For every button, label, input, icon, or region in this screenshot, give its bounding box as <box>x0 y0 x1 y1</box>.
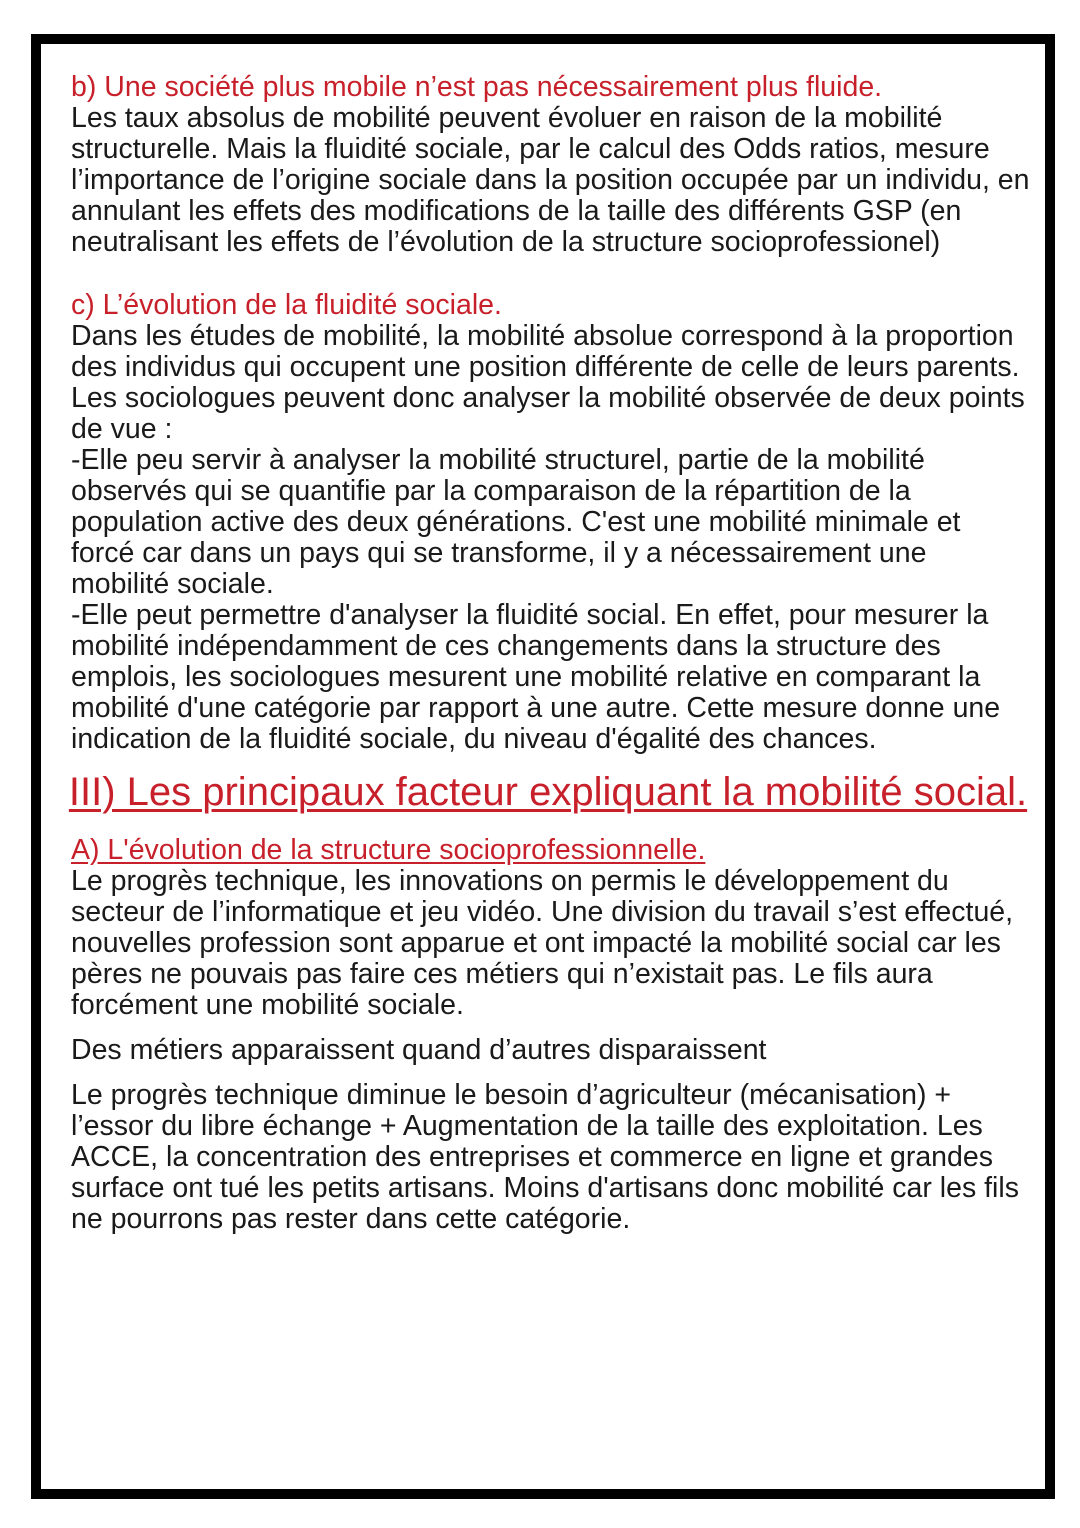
section-a-paragraph-2: Des métiers apparaissent quand d’autres disparaissent <box>71 1034 767 1066</box>
document-body <box>68 71 1031 1235</box>
section-a-heading: A) L'évolution de la structure socioprofessionnelle. <box>71 834 706 866</box>
part-three-title: III) Les principaux facteur expliquant la mobilité social. <box>68 770 1028 814</box>
section-b-heading: b) Une société plus mobile n’est pas nécessairement plus fluide. <box>71 71 883 103</box>
section-c-heading: c) L’évolution de la fluidité sociale. <box>71 289 502 321</box>
section-c-point-2: -Elle peut permettre d'analyser la fluidité social. En effet, pour mesurer la mobilité indépendamment de ces changements dans la structure des emplois, les sociologues mesurent une mobilité relative en comparant la mobilité d'une catégorie par rapport à une autre. Cette mesure donne une indication de la fluidité sociale, du niveau d'égalité des chances. <box>71 599 1001 755</box>
section-c-point-1: -Elle peu servir à analyser la mobilité structurel, partie de la mobilité observés qui se quantifie par la comparaison de la répartition de la population active des deux générations. C'est une mobilité minimale et forcé car dans un pays qui se transforme, il y a nécessairement une mobilité sociale. <box>71 444 961 600</box>
section-b-text: Les taux absolus de mobilité peuvent évoluer en raison de la mobilité structurelle. Mais la fluidité sociale, par le calcul des Odds ratios, mesure l’importance de l’origine sociale dans la position occupée par un individu, en annulant les effets des modifications de la taille des différents GSP (en neutralisant les effets de l’évolution de la structure socioprofessionel) <box>71 102 1030 258</box>
section-c-intro: Dans les études de mobilité, la mobilité absolue correspond à la proportion des individus qui occupent une position différente de celle de leurs parents. Les sociologues peuvent donc analyser la mobilité observée de deux points de vue : <box>71 320 1025 445</box>
section-a-paragraph-3: Le progrès technique diminue le besoin d’agriculteur (mécanisation) + l’essor du libre échange + Augmentation de la taille des exploitation. Les ACCE, la concentration des entreprises et commerce en ligne et grandes surface ont tué les petits artisans. Moins d'artisans donc mobilité car les fils ne pourrons pas rester dans cette catégorie. <box>71 1079 1019 1235</box>
section-a-paragraph-1: Le progrès technique, les innovations on permis le développement du secteur de l’informatique et jeu vidéo. Une division du travail s’est effectué, nouvelles profession sont apparue et ont impacté la mobilité social car les pères ne pouvais pas faire ces métiers qui n’existait pas. Le fils aura forcément une mobilité sociale. <box>71 865 1014 1021</box>
